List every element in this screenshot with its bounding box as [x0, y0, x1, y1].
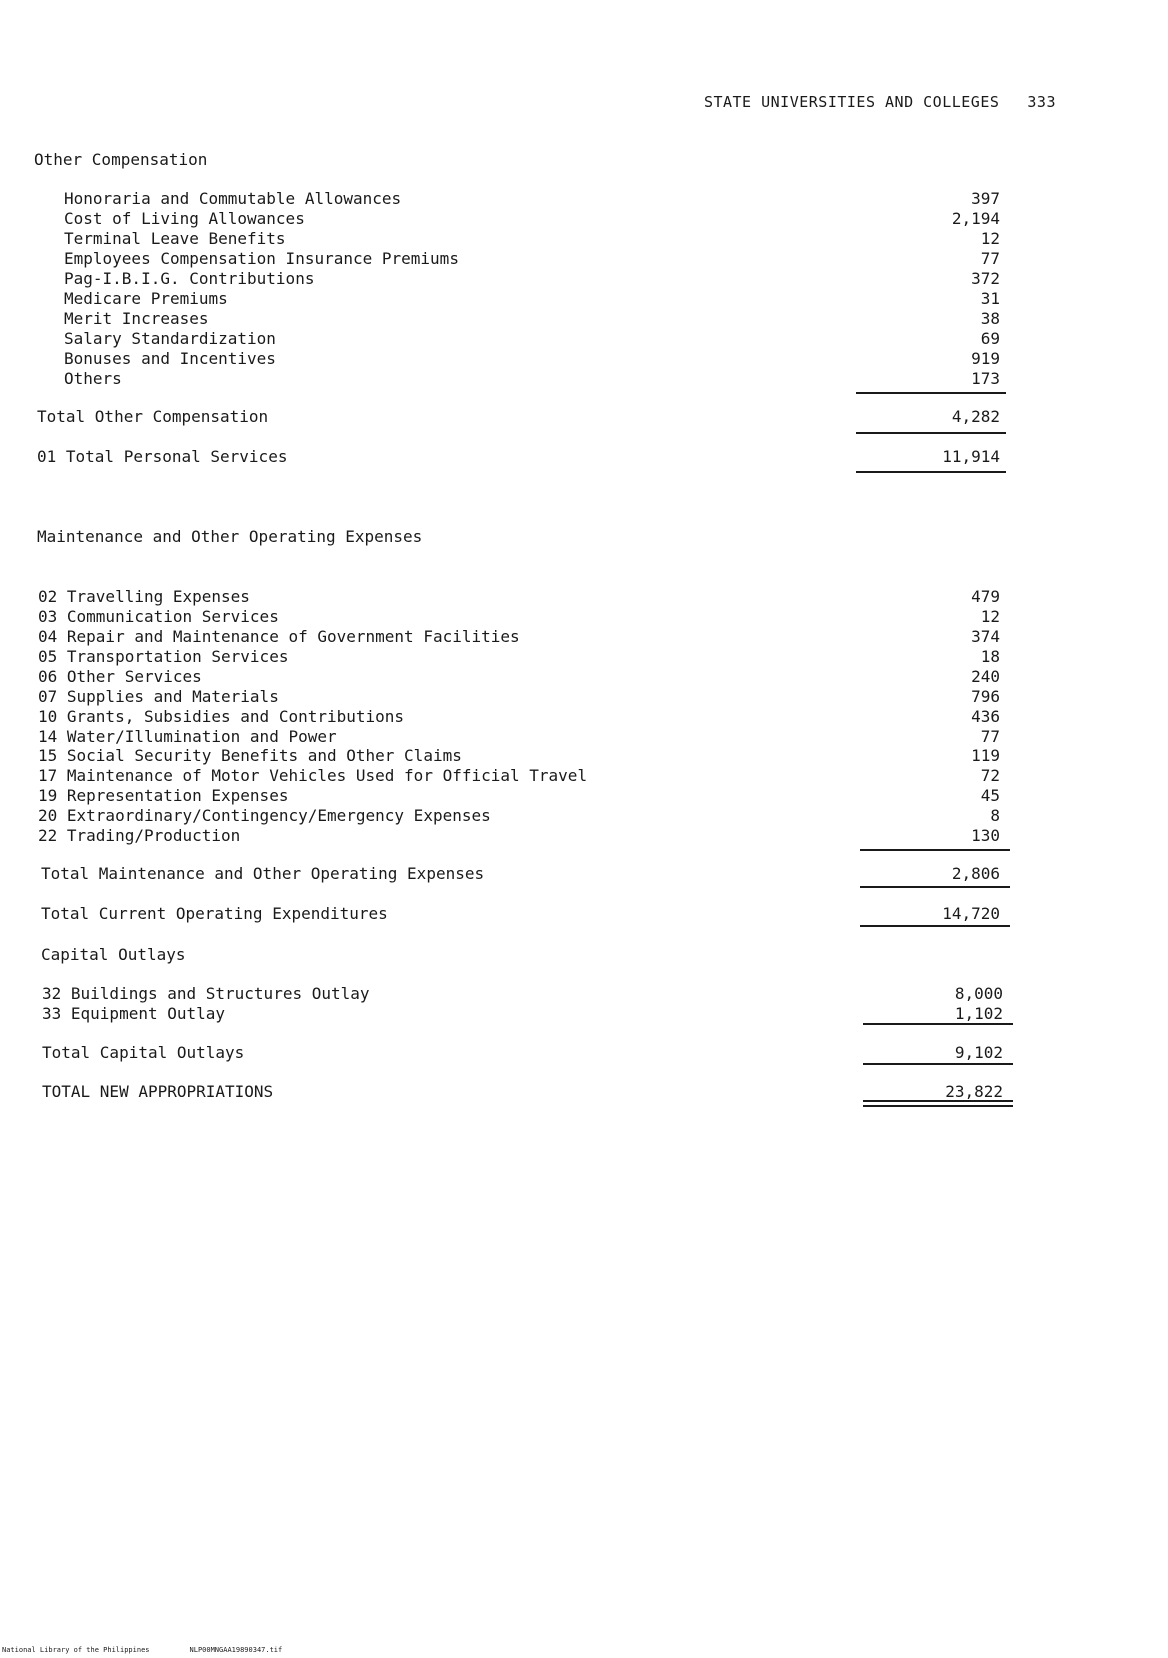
line-item [38, 687, 1000, 706]
item-value: 72 [980, 766, 1000, 785]
line-item [38, 587, 1000, 606]
item-label: 06 Other Services [38, 667, 202, 686]
subtotal-rule [856, 432, 1006, 434]
item-value: 45 [980, 786, 1000, 805]
item-label: 17 Maintenance of Motor Vehicles Used for Official Travel [38, 766, 588, 785]
item-label: 14 Water/Illumination and Power [38, 727, 337, 746]
item-value: 397 [971, 189, 1000, 208]
item-value: 8 [990, 806, 1000, 825]
total-label: Total Capital Outlays [42, 1043, 245, 1062]
grand-total-double-rule [863, 1100, 1013, 1107]
grand-total-value: 23,822 [945, 1082, 1003, 1101]
item-value: 12 [980, 229, 1000, 248]
item-value: 8,000 [954, 984, 1003, 1003]
total-mooe [41, 864, 1000, 883]
line-item [64, 269, 1000, 288]
total-label: Total Maintenance and Other Operating Expenses [41, 864, 485, 883]
item-label: 33 Equipment Outlay [42, 1004, 226, 1023]
item-label: 02 Travelling Expenses [38, 587, 250, 606]
item-value: 479 [971, 587, 1000, 606]
total-personal-services [37, 447, 1000, 466]
item-value: 919 [971, 349, 1000, 368]
item-label: 10 Grants, Subsidies and Contributions [38, 707, 405, 726]
item-value: 173 [971, 369, 1000, 388]
item-label: Pag-I.B.I.G. Contributions [64, 269, 315, 288]
item-value: 119 [971, 746, 1000, 765]
item-label: Employees Compensation Insurance Premiums [64, 249, 459, 268]
line-item [38, 786, 1000, 805]
line-item [38, 627, 1000, 646]
item-value: 38 [980, 309, 1000, 328]
capital-outlays-heading: Capital Outlays [41, 945, 186, 964]
item-label: Others [64, 369, 122, 388]
line-item [38, 727, 1000, 746]
item-label: 19 Representation Expenses [38, 786, 289, 805]
total-capital-outlays [42, 1043, 1003, 1062]
grand-total-label: TOTAL NEW APPROPRIATIONS [42, 1082, 274, 1101]
total-label: 01 Total Personal Services [37, 447, 288, 466]
item-value: 18 [980, 647, 1000, 666]
item-label: Cost of Living Allowances [64, 209, 305, 228]
line-item [64, 349, 1000, 368]
item-label: 32 Buildings and Structures Outlay [42, 984, 370, 1003]
total-label: Total Other Compensation [37, 407, 269, 426]
page-number: 333 [1027, 93, 1056, 111]
item-value: 2,194 [951, 209, 1000, 228]
total-value: 14,720 [942, 904, 1000, 923]
line-item [64, 309, 1000, 328]
page-header [704, 93, 1056, 111]
total-value: 2,806 [951, 864, 1000, 883]
item-label: 07 Supplies and Materials [38, 687, 279, 706]
line-item [64, 329, 1000, 348]
subtotal-rule [863, 1023, 1013, 1025]
item-label: Salary Standardization [64, 329, 276, 348]
total-label: Total Current Operating Expenditures [41, 904, 388, 923]
item-label: 04 Repair and Maintenance of Government Facilities [38, 627, 520, 646]
line-item [38, 607, 1000, 626]
item-value: 796 [971, 687, 1000, 706]
item-label: Terminal Leave Benefits [64, 229, 286, 248]
item-label: Merit Increases [64, 309, 209, 328]
line-item [64, 289, 1000, 308]
item-value: 31 [980, 289, 1000, 308]
subtotal-rule [860, 849, 1010, 851]
scan-footer [2, 1646, 322, 1654]
subtotal-rule [860, 886, 1010, 888]
line-item [38, 647, 1000, 666]
item-label: 15 Social Security Benefits and Other Claims [38, 746, 462, 765]
item-value: 372 [971, 269, 1000, 288]
item-value: 436 [971, 707, 1000, 726]
subtotal-rule [860, 925, 1010, 927]
subtotal-rule [856, 392, 1006, 394]
file-name: NLP00MNGAA19890347.tif [189, 1646, 283, 1654]
item-value: 69 [980, 329, 1000, 348]
line-item [38, 667, 1000, 686]
other-compensation-heading: Other Compensation [34, 150, 208, 169]
total-other-compensation [37, 407, 1000, 426]
line-item [38, 746, 1000, 765]
line-item [42, 1004, 1003, 1023]
item-value: 240 [971, 667, 1000, 686]
item-label: Bonuses and Incentives [64, 349, 276, 368]
total-new-appropriations [42, 1082, 1003, 1101]
mooe-heading: Maintenance and Other Operating Expenses [37, 527, 423, 546]
line-item [42, 984, 1003, 1003]
item-label: 20 Extraordinary/Contingency/Emergency Expenses [38, 806, 491, 825]
item-value: 130 [971, 826, 1000, 845]
line-item [64, 249, 1000, 268]
line-item [64, 229, 1000, 248]
header-title: STATE UNIVERSITIES AND COLLEGES [703, 93, 1000, 111]
item-label: 03 Communication Services [38, 607, 279, 626]
library-name: National Library of the Philippines [2, 1646, 150, 1654]
line-item [38, 806, 1000, 825]
line-item [64, 209, 1000, 228]
total-value: 11,914 [942, 447, 1000, 466]
item-label: Medicare Premiums [64, 289, 228, 308]
total-value: 4,282 [951, 407, 1000, 426]
item-label: 22 Trading/Production [38, 826, 241, 845]
line-item [64, 189, 1000, 208]
subtotal-rule [856, 471, 1006, 473]
line-item [38, 826, 1000, 845]
item-label: 05 Transportation Services [38, 647, 289, 666]
item-value: 1,102 [954, 1004, 1003, 1023]
subtotal-rule [863, 1063, 1013, 1065]
line-item [38, 766, 1000, 785]
item-value: 374 [971, 627, 1000, 646]
item-value: 77 [980, 727, 1000, 746]
total-value: 9,102 [954, 1043, 1003, 1062]
total-current-operating [41, 904, 1000, 923]
line-item [38, 707, 1000, 726]
item-label: Honoraria and Commutable Allowances [64, 189, 402, 208]
item-value: 12 [980, 607, 1000, 626]
line-item [64, 369, 1000, 388]
item-value: 77 [980, 249, 1000, 268]
